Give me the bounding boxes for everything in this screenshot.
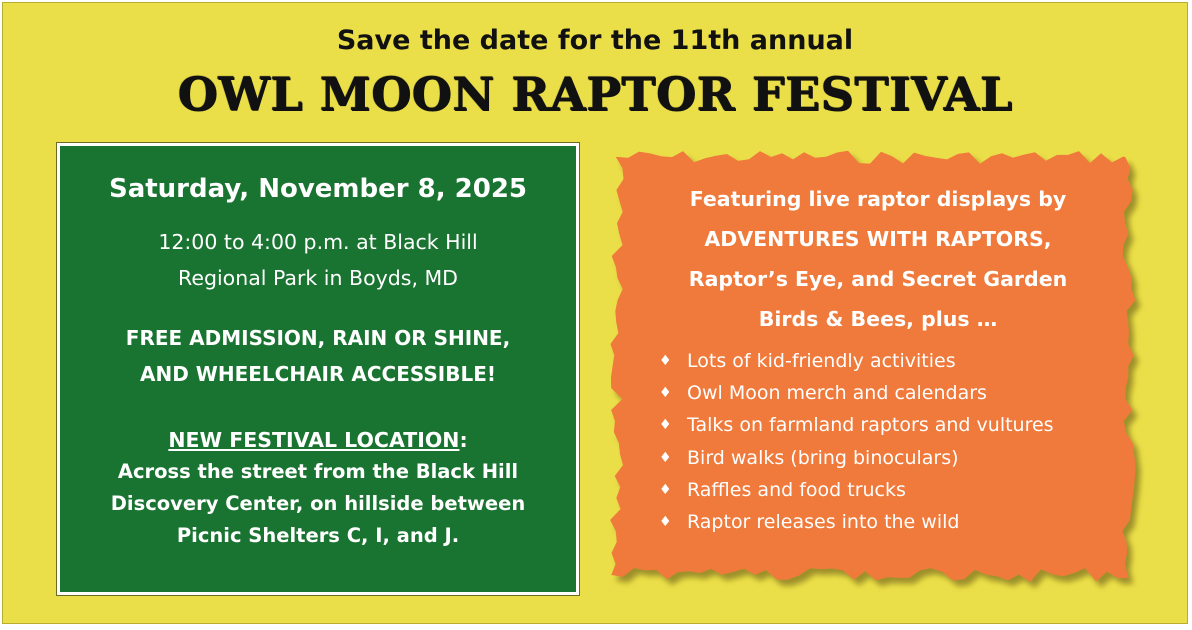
admission-notice [60, 320, 576, 392]
new-location-description [60, 456, 576, 552]
diamond-bullet-icon: ♦ [659, 449, 672, 466]
featuring-line: ADVENTURES WITH RAPTORS, [704, 227, 1052, 251]
new-location-heading [60, 424, 576, 456]
event-details-panel [57, 143, 579, 595]
list-item [659, 442, 1054, 474]
diamond-bullet-icon: ♦ [659, 514, 672, 531]
new-location-colon: : [459, 428, 468, 452]
event-time-line: 12:00 to 4:00 p.m. at Black Hill [158, 230, 478, 254]
list-item [659, 409, 1054, 441]
festival-flyer [2, 2, 1188, 624]
list-item-label: Lots of kid-friendly activities [687, 350, 956, 372]
diamond-bullet-icon: ♦ [659, 385, 672, 402]
featuring-panel [603, 143, 1153, 599]
featuring-line: Featuring live raptor displays by [689, 187, 1067, 211]
list-item-label: Talks on farmland raptors and vultures [687, 414, 1054, 437]
list-item-label: Raptor releases into the wild [687, 511, 960, 534]
list-item [659, 506, 1054, 538]
activities-list [659, 345, 1054, 538]
admission-line: FREE ADMISSION, RAIN OR SHINE, [125, 326, 511, 350]
accessibility-line: AND WHEELCHAIR ACCESSIBLE! [140, 362, 496, 386]
location-line: Picnic Shelters C, I, and J. [176, 524, 460, 547]
event-place-line: Regional Park in Boyds, MD [178, 266, 458, 290]
list-item [659, 474, 1054, 506]
featuring-line: Raptor’s Eye, and Secret Garden [688, 267, 1068, 291]
event-date: Saturday, November 8, 2025 [108, 174, 528, 204]
featuring-content [603, 143, 1153, 599]
festival-title: OWL MOON RAPTOR FESTIVAL [177, 67, 1013, 121]
list-item [659, 377, 1054, 409]
diamond-bullet-icon: ♦ [659, 417, 672, 434]
new-location-label: NEW FESTIVAL LOCATION [168, 428, 460, 452]
save-the-date-heading: Save the date for the 11th annual [336, 25, 854, 56]
list-item-label: Bird walks (bring binoculars) [687, 446, 959, 469]
featuring-line: Birds & Bees, plus … [758, 307, 998, 331]
featuring-intro [603, 179, 1153, 339]
diamond-bullet-icon: ♦ [659, 353, 672, 369]
location-line: Across the street from the Black Hill [117, 460, 519, 483]
location-line: Discovery Center, on hillside between [110, 492, 526, 515]
diamond-bullet-icon: ♦ [659, 481, 672, 498]
list-item [659, 345, 1054, 377]
event-time-place [60, 224, 576, 296]
list-item-label: Raffles and food trucks [687, 478, 906, 501]
list-item-label: Owl Moon merch and calendars [687, 382, 987, 405]
